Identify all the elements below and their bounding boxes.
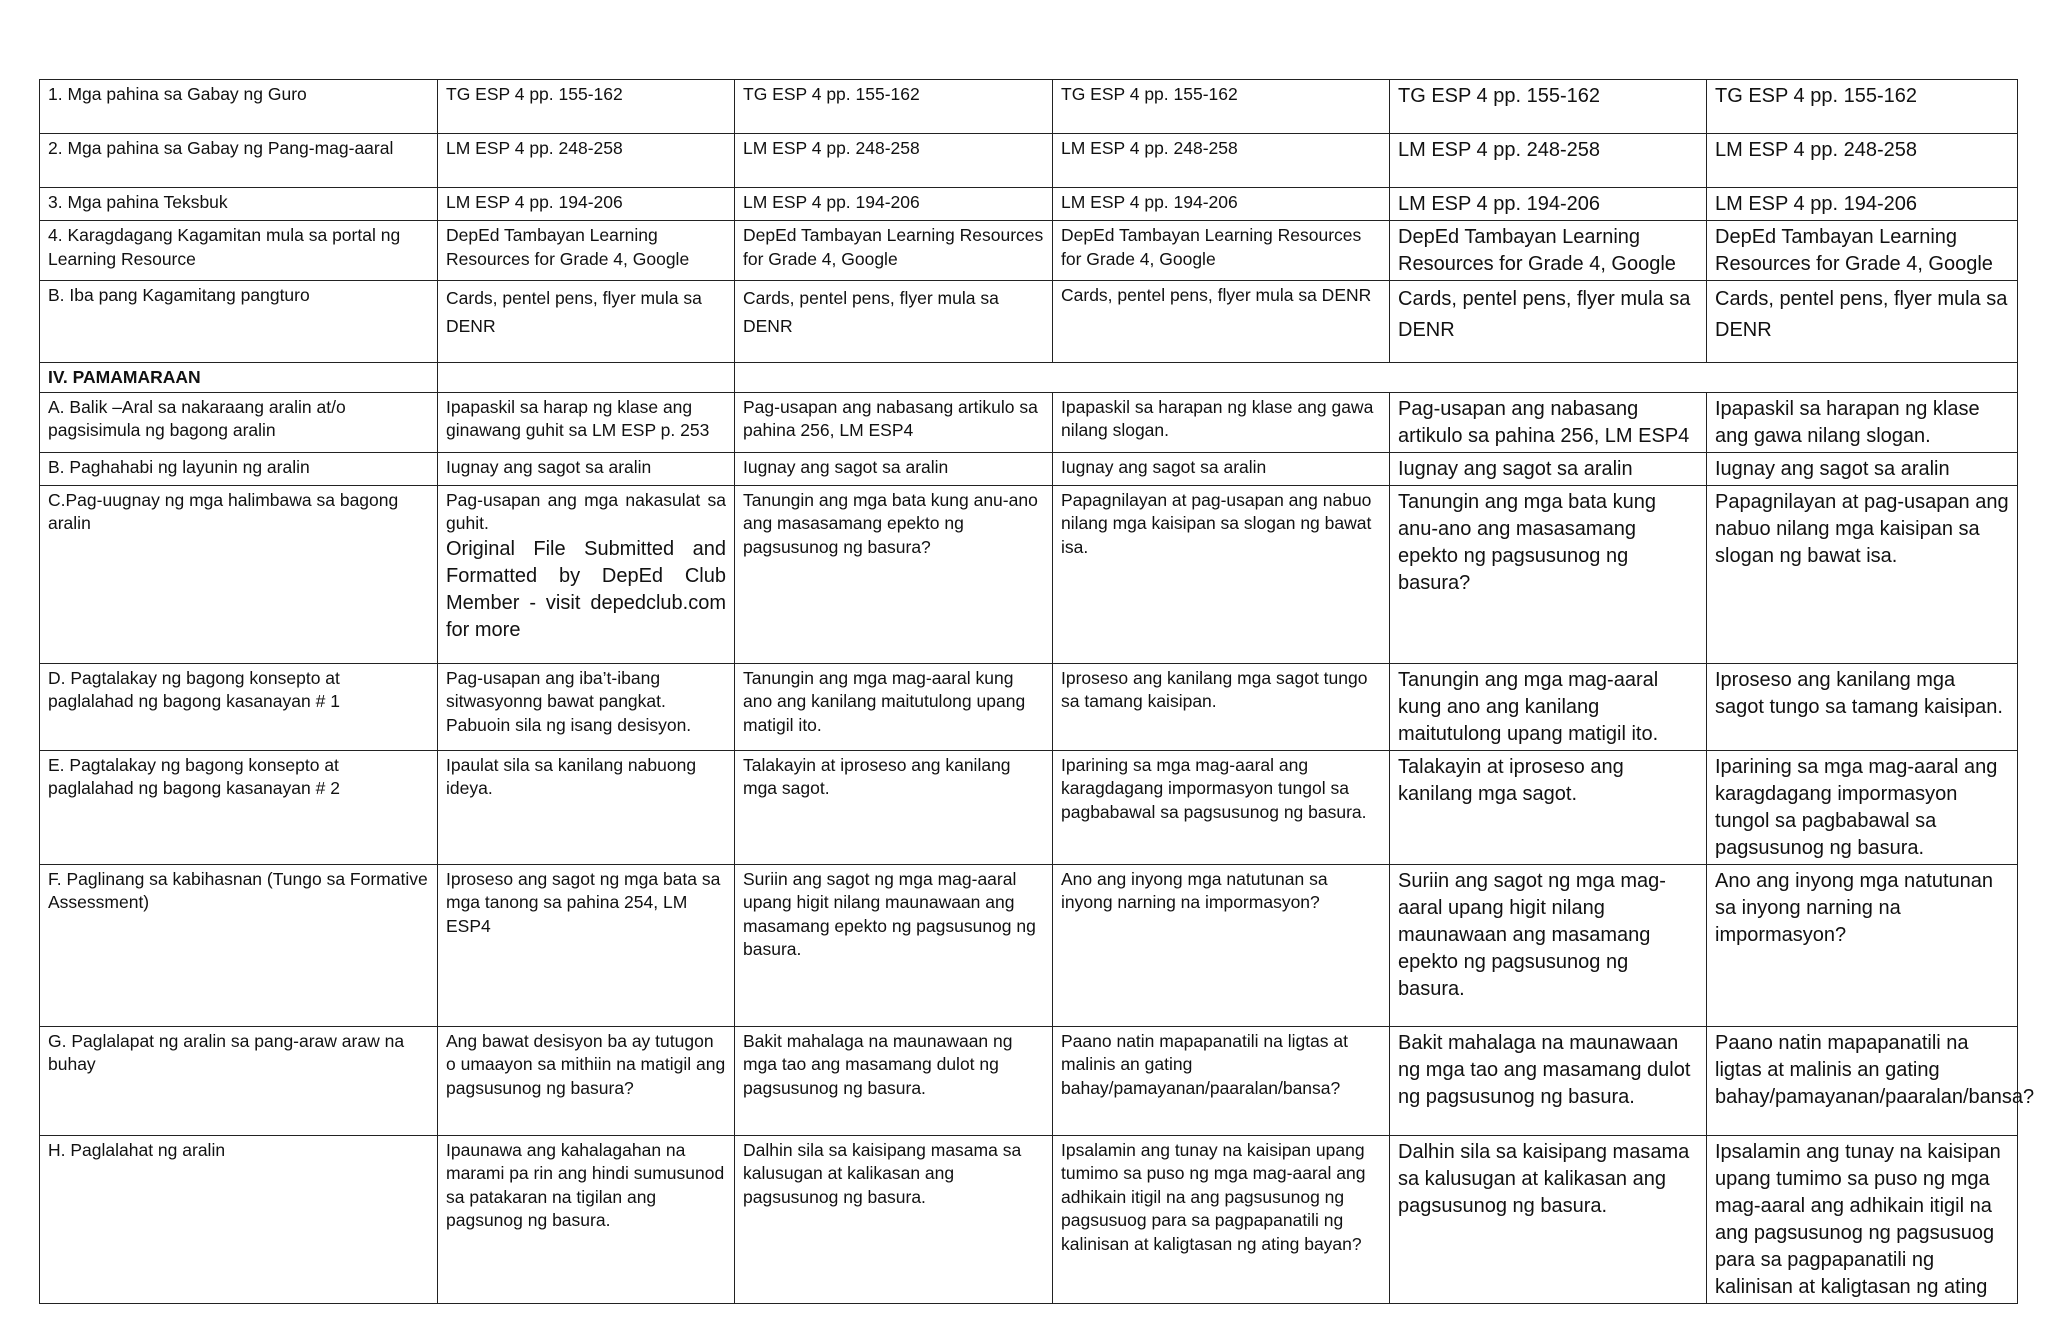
cell-text: Pag-usapan ang mga nakasulat sa guhit. [446, 489, 726, 533]
table-row [40, 864, 2018, 1026]
table-row [40, 750, 2018, 864]
table-row [40, 1026, 2018, 1135]
table-cell: Iugnay ang sagot sa aralin [735, 452, 1053, 485]
table-row [40, 392, 2018, 452]
table-cell: Cards, pentel pens, flyer mula sa DENR [1707, 281, 2018, 363]
row-label: 3. Mga pahina Teksbuk [40, 188, 438, 221]
table-cell: LM ESP 4 pp. 248-258 [735, 134, 1053, 188]
table-cell: Cards, pentel pens, flyer mula sa DENR [1390, 281, 1707, 363]
table-cell: Ipsalamin ang tunay na kaisipan upang tumimo sa puso ng mga mag-aaral ang adhikain itigil na ang pagsusunog ng pagsusuog para sa pagpapanatili ng kalinisan at kaligtasan ng ating bayan? [1053, 1135, 1390, 1303]
row-label: E. Pagtalakay ng bagong konsepto at paglalahad ng bagong kasanayan # 2 [40, 750, 438, 864]
row-label: H. Paglalahat ng aralin [40, 1135, 438, 1303]
row-label: 4. Karagdagang Kagamitan mula sa portal ng Learning Resource [40, 221, 438, 281]
table-row [40, 281, 2018, 363]
table-cell: Paano natin mapapanatili na ligtas at malinis an gating bahay/pamayanan/paaralan/bansa? [1707, 1026, 2018, 1135]
row-label: B. Iba pang Kagamitang pangturo [40, 281, 438, 363]
table-cell: Ipsalamin ang tunay na kaisipan upang tumimo sa puso ng mga mag-aaral ang adhikain itigil na ang pagsusunog ng pagsusuog para sa pagpapanatili ng kalinisan at kaligtasan ng ating [1707, 1135, 2018, 1303]
table-cell: LM ESP 4 pp. 194-206 [438, 188, 735, 221]
table-cell: Ano ang inyong mga natutunan sa inyong narning na impormasyon? [1707, 864, 2018, 1026]
table-cell: Tanungin ang mga mag-aaral kung ano ang kanilang maitutulong upang matigil ito. [1390, 663, 1707, 750]
table-cell: DepEd Tambayan Learning Resources for Grade 4, Google [438, 221, 735, 281]
table-cell: Cards, pentel pens, flyer mula sa DENR [438, 281, 735, 363]
row-label: G. Paglalapat ng aralin sa pang-araw araw na buhay [40, 1026, 438, 1135]
table-cell: Ipaulat sila sa kanilang nabuong ideya. [438, 750, 735, 864]
table-cell: Pag-usapan ang nabasang artikulo sa pahina 256, LM ESP4 [1390, 392, 1707, 452]
table-cell: Ipapaskil sa harapan ng klase ang gawa nilang slogan. [1053, 392, 1390, 452]
table-cell [438, 485, 735, 663]
section-heading: IV. PAMAMARAAN [40, 363, 438, 393]
row-label: 1. Mga pahina sa Gabay ng Guro [40, 80, 438, 134]
table-cell: Iparining sa mga mag-aaral ang karagdagang impormasyon tungol sa pagbabawal sa pagsusunog ng basura. [1053, 750, 1390, 864]
table-cell: LM ESP 4 pp. 194-206 [1707, 188, 2018, 221]
table-cell: Iproseso ang kanilang mga sagot tungo sa tamang kaisipan. [1707, 663, 2018, 750]
table-cell: Tanungin ang mga bata kung anu-ano ang masasamang epekto ng pagsusunog ng basura? [735, 485, 1053, 663]
table-cell: Pag-usapan ang nabasang artikulo sa pahina 256, LM ESP4 [735, 392, 1053, 452]
table-row [40, 188, 2018, 221]
table-cell: Ano ang inyong mga natutunan sa inyong narning na impormasyon? [1053, 864, 1390, 1026]
row-label: A. Balik –Aral sa nakaraang aralin at/o pagsisimula ng bagong aralin [40, 392, 438, 452]
table-cell: LM ESP 4 pp. 248-258 [1707, 134, 2018, 188]
table-cell: Iproseso ang kanilang mga sagot tungo sa tamang kaisipan. [1053, 663, 1390, 750]
table-cell: DepEd Tambayan Learning Resources for Grade 4, Google [735, 221, 1053, 281]
table-cell: LM ESP 4 pp. 194-206 [1390, 188, 1707, 221]
table-row [40, 663, 2018, 750]
table-cell: TG ESP 4 pp. 155-162 [735, 80, 1053, 134]
row-label: D. Pagtalakay ng bagong konsepto at paglalahad ng bagong kasanayan # 1 [40, 663, 438, 750]
table-cell: Iugnay ang sagot sa aralin [1053, 452, 1390, 485]
table-cell: Cards, pentel pens, flyer mula sa DENR [1053, 281, 1390, 363]
table-row [40, 452, 2018, 485]
table-cell: Bakit mahalaga na maunawaan ng mga tao ang masamang dulot ng pagsusunog ng basura. [735, 1026, 1053, 1135]
row-label: 2. Mga pahina sa Gabay ng Pang-mag-aaral [40, 134, 438, 188]
table-cell: TG ESP 4 pp. 155-162 [438, 80, 735, 134]
lesson-plan-table [39, 79, 2035, 1304]
table-cell: DepEd Tambayan Learning Resources for Grade 4, Google [1390, 221, 1707, 281]
table-cell [735, 363, 2018, 393]
table-cell: Dalhin sila sa kaisipang masama sa kalusugan at kalikasan ang pagsusunog ng basura. [735, 1135, 1053, 1303]
row-label: C.Pag-uugnay ng mga halimbawa sa bagong aralin [40, 485, 438, 663]
table-row [40, 1135, 2018, 1303]
table-cell: TG ESP 4 pp. 155-162 [1390, 80, 1707, 134]
table-cell: Ipapaskil sa harapan ng klase ang gawa nilang slogan. [1707, 392, 2018, 452]
table-cell: LM ESP 4 pp. 248-258 [1390, 134, 1707, 188]
table-row [40, 485, 2018, 663]
table-cell: DepEd Tambayan Learning Resources for Grade 4, Google [1053, 221, 1390, 281]
table-cell: Ipapaskil sa harap ng klase ang ginawang guhit sa LM ESP p. 253 [438, 392, 735, 452]
table-cell: Pag-usapan ang iba’t-ibang sitwasyonng bawat pangkat. Pabuoin sila ng isang desisyon. [438, 663, 735, 750]
table-cell: Suriin ang sagot ng mga mag-aaral upang higit nilang maunawaan ang masamang epekto ng pagsusunog ng basura. [735, 864, 1053, 1026]
table-cell: Iugnay ang sagot sa aralin [1390, 452, 1707, 485]
table-cell: LM ESP 4 pp. 194-206 [1053, 188, 1390, 221]
table-cell: Bakit mahalaga na maunawaan ng mga tao ang masamang dulot ng pagsusunog ng basura. [1390, 1026, 1707, 1135]
table-row [40, 221, 2018, 281]
row-label: B. Paghahabi ng layunin ng aralin [40, 452, 438, 485]
row-label: F. Paglinang sa kabihasnan (Tungo sa Formative Assessment) [40, 864, 438, 1026]
table-cell: DepEd Tambayan Learning Resources for Grade 4, Google [1707, 221, 2018, 281]
table-cell: Iproseso ang sagot ng mga bata sa mga tanong sa pahina 254, LM ESP4 [438, 864, 735, 1026]
table-cell: Papagnilayan at pag-usapan ang nabuo nilang mga kaisipan sa slogan ng bawat isa. [1053, 485, 1390, 663]
table-cell: Ang bawat desisyon ba ay tutugon o umaayon sa mithiin na matigil ang pagsusunog ng basura? [438, 1026, 735, 1135]
depedclub-note: Original File Submitted and Formatted by DepEd Club Member - visit depedclub.com for more [446, 537, 726, 641]
table-cell: Talakayin at iproseso ang kanilang mga sagot. [1390, 750, 1707, 864]
table-cell: Iugnay ang sagot sa aralin [1707, 452, 2018, 485]
table-cell: Paano natin mapapanatili na ligtas at malinis an gating bahay/pamayanan/paaralan/bansa? [1053, 1026, 1390, 1135]
table-cell: Suriin ang sagot ng mga mag-aaral upang higit nilang maunawaan ang masamang epekto ng pagsusunog ng basura. [1390, 864, 1707, 1026]
table-cell: Iparining sa mga mag-aaral ang karagdagang impormasyon tungol sa pagbabawal sa pagsusunog ng basura. [1707, 750, 2018, 864]
table-cell: TG ESP 4 pp. 155-162 [1053, 80, 1390, 134]
table-cell: Tanungin ang mga bata kung anu-ano ang masasamang epekto ng pagsusunog ng basura? [1390, 485, 1707, 663]
table-cell: Ipaunawa ang kahalagahan na marami pa rin ang hindi sumusunod sa patakaran na tigilan ang pagsunog ng basura. [438, 1135, 735, 1303]
table-cell [438, 363, 735, 393]
table-row [40, 80, 2018, 134]
table-cell: Tanungin ang mga mag-aaral kung ano ang kanilang maitutulong upang matigil ito. [735, 663, 1053, 750]
table-cell: Papagnilayan at pag-usapan ang nabuo nilang mga kaisipan sa slogan ng bawat isa. [1707, 485, 2018, 663]
table-cell: LM ESP 4 pp. 248-258 [438, 134, 735, 188]
table-cell: LM ESP 4 pp. 194-206 [735, 188, 1053, 221]
table-cell: Iugnay ang sagot sa aralin [438, 452, 735, 485]
table-cell: TG ESP 4 pp. 155-162 [1707, 80, 2018, 134]
table-cell: Talakayin at iproseso ang kanilang mga sagot. [735, 750, 1053, 864]
table-cell: Dalhin sila sa kaisipang masama sa kalusugan at kalikasan ang pagsusunog ng basura. [1390, 1135, 1707, 1303]
table-row [40, 134, 2018, 188]
table-cell: Cards, pentel pens, flyer mula sa DENR [735, 281, 1053, 363]
section-header-row [40, 363, 2018, 393]
table-cell: LM ESP 4 pp. 248-258 [1053, 134, 1390, 188]
